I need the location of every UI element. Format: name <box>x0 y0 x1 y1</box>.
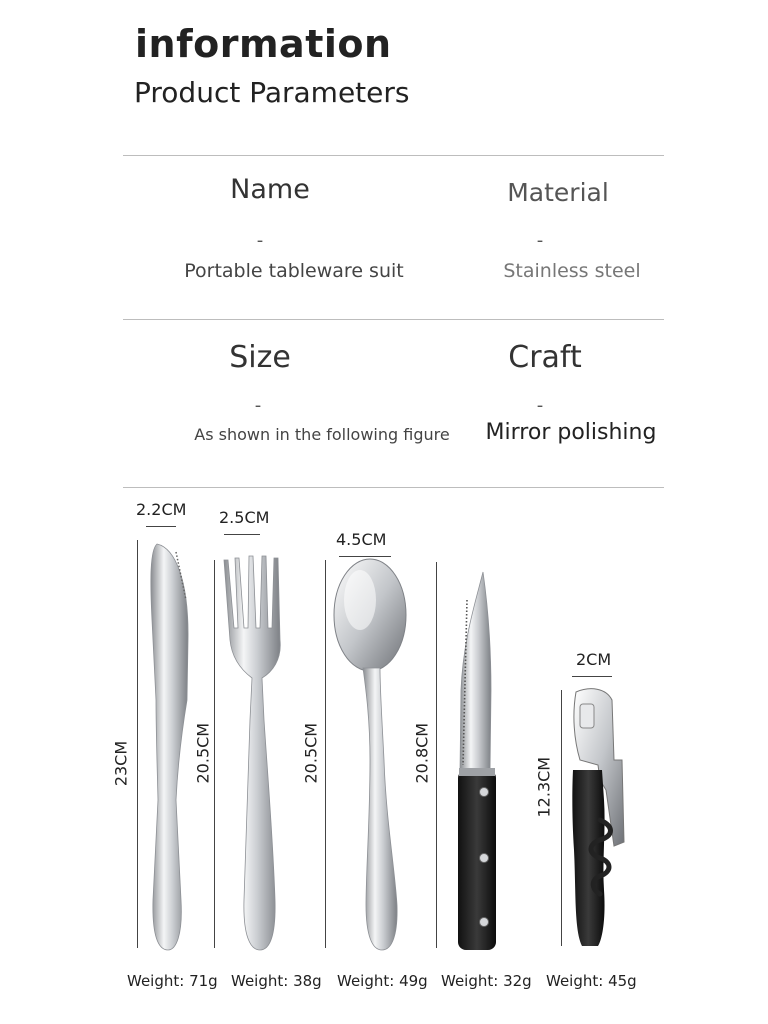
size-value: As shown in the following figure <box>194 425 450 444</box>
spoon-weight: Weight: 49g <box>337 972 428 990</box>
craft-label: Craft <box>508 340 582 375</box>
material-label: Material <box>507 178 609 207</box>
material-value: Stainless steel <box>503 260 641 282</box>
name-dash: - <box>256 230 264 251</box>
fork-length-label: 20.5CM <box>193 722 213 784</box>
spoon-width-label: 4.5CM <box>336 530 387 549</box>
fork-icon <box>224 556 280 950</box>
spoon-length-label: 20.5CM <box>301 722 321 784</box>
corkscrew-width-label: 2CM <box>576 650 612 669</box>
steak-knife-length-label: 20.8CM <box>412 722 432 784</box>
craft-value: Mirror polishing <box>485 420 657 445</box>
page-title: information <box>135 22 392 66</box>
knife-icon <box>151 544 188 950</box>
knife-width-label: 2.2CM <box>136 500 187 519</box>
corkscrew-length-label: 12.3CM <box>534 756 554 818</box>
steak-knife-icon <box>458 572 496 950</box>
corkscrew-icon <box>572 689 624 946</box>
size-label: Size <box>229 340 291 375</box>
knife-weight: Weight: 71g <box>127 972 218 990</box>
steak-knife-weight: Weight: 32g <box>441 972 532 990</box>
material-dash: - <box>536 230 544 251</box>
fork-width-label: 2.5CM <box>219 508 270 527</box>
page-subtitle: Product Parameters <box>134 76 410 109</box>
size-dash: - <box>254 395 262 416</box>
craft-dash: - <box>536 395 544 416</box>
corkscrew-weight: Weight: 45g <box>546 972 637 990</box>
knife-length-label: 23CM <box>111 740 131 787</box>
spoon-icon <box>334 559 406 950</box>
name-label: Name <box>230 174 310 205</box>
name-value: Portable tableware suit <box>184 260 404 282</box>
fork-weight: Weight: 38g <box>231 972 322 990</box>
